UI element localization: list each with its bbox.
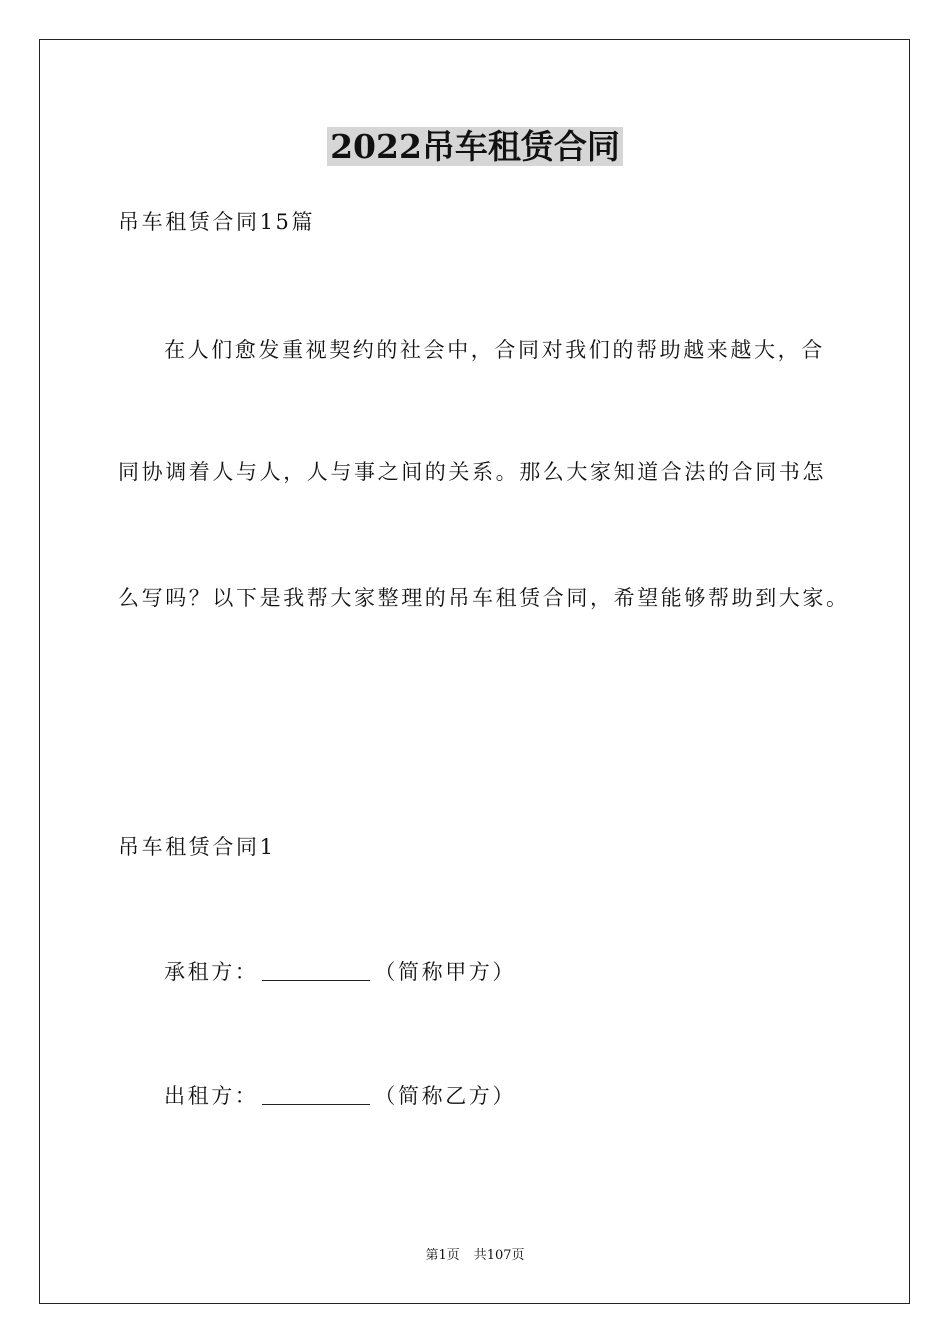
party-lessor-note: （简称乙方）	[374, 1084, 517, 1108]
section-heading: 吊车租赁合同1	[118, 835, 276, 859]
party-lessor-line	[164, 1081, 516, 1111]
party-lessee-label: 承租方：	[164, 960, 259, 984]
party-lessee-line	[164, 957, 516, 987]
intro-line-2: 同协调着人与人，人与事之间的关系。那么大家知道合法的合同书怎	[118, 460, 826, 484]
footer-page-number: 第1页	[425, 1248, 460, 1263]
party-lessor-blank[interactable]	[262, 1082, 370, 1105]
intro-line-1: 在人们愈发重视契约的社会中，合同对我们的帮助越来越大，合	[164, 338, 825, 362]
page-footer	[0, 1247, 950, 1265]
intro-line-3: 么写吗？以下是我帮大家整理的吊车租赁合同，希望能够帮助到大家。	[118, 586, 850, 610]
document-title: 2022吊车租赁合同	[327, 127, 623, 166]
party-lessee-blank[interactable]	[262, 958, 370, 981]
party-lessor-label: 出租方：	[164, 1084, 259, 1108]
party-lessee-note: （简称甲方）	[374, 960, 517, 984]
footer-total-pages: 共107页	[473, 1248, 525, 1263]
document-title-wrap	[0, 126, 950, 168]
document-subtitle: 吊车租赁合同15篇	[118, 210, 316, 234]
